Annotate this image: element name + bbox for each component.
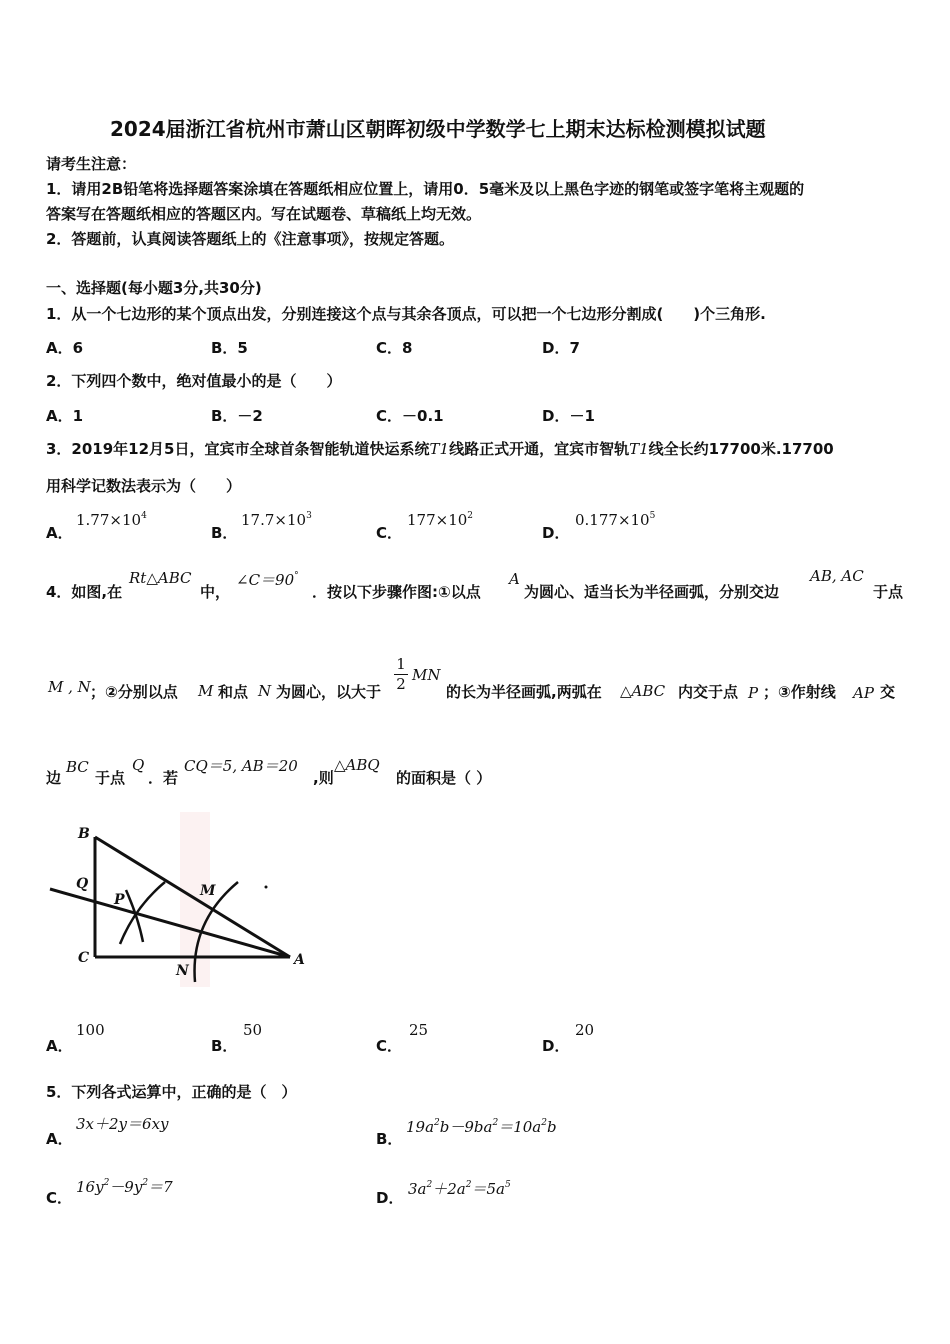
figure-ray-ap: [50, 889, 290, 957]
q3-option-a-label: A．: [46, 524, 73, 542]
q5-option-a-label: A．: [46, 1130, 73, 1148]
figure-label-p: P: [114, 892, 125, 908]
figure-label-m: M: [200, 883, 216, 899]
figure-dot: [265, 886, 268, 889]
q2-option-b: B．－2: [211, 407, 263, 425]
q1-option-a: A．6: [46, 339, 84, 357]
q3-option-c-value: $177\times 10^2$: [407, 511, 474, 529]
notice-line-3: 2．答题前，认真阅读答题纸上的《注意事项》，按规定答题。: [46, 230, 454, 248]
notice-heading: 请考生注意：: [46, 155, 137, 173]
q4-text-16: ,则: [313, 769, 334, 787]
q4-figure: [40, 812, 330, 987]
q4-math-mn: M , N: [48, 678, 91, 696]
q3-t1-b: T1: [629, 440, 649, 458]
q3-text-1: 3．2019年12月5日，宜宾市全球首条智能轨道快运系统: [46, 440, 430, 458]
q4-fraction-numerator: 1: [396, 655, 406, 673]
q4-math-ap: AP: [853, 684, 874, 702]
q4-option-c-value: 25: [409, 1021, 429, 1039]
q2-option-a: A．1: [46, 407, 84, 425]
figure-label-a: A: [294, 952, 305, 968]
q3-option-a-value: $1.77\times 10^4$: [76, 511, 147, 529]
q4-math-q: Q: [132, 756, 145, 774]
q5-option-c-expr: $16y^2-9y^2=7$: [76, 1178, 173, 1196]
notice-line-2: 答案写在答题纸相应的答题区内。写在试题卷、草稿纸上均无效。: [46, 205, 482, 223]
q4-text-12: 交: [880, 683, 896, 701]
q1-option-b: B．5: [211, 339, 248, 357]
q4-option-a-label: A．: [46, 1037, 73, 1055]
q4-option-d-label: D．: [542, 1037, 570, 1055]
q4-text-10: 内交于点: [678, 683, 739, 701]
q5-option-b-expr: $19a^2b-9ba^2=10a^2b$: [406, 1118, 557, 1136]
figure-label-n: N: [176, 963, 189, 979]
q5-option-a-expr: 3x＋2y＝6xy: [76, 1115, 169, 1133]
q4-option-d-value: 20: [575, 1021, 595, 1039]
q4-math-triangle: Rt△ABC: [129, 569, 192, 587]
q4-text-7: 和点: [218, 683, 249, 701]
q4-math-n: N: [258, 682, 272, 700]
q3-text-3: 线全长约17700米.17700: [648, 440, 834, 458]
q4-math-p: P: [748, 684, 759, 702]
q5-option-c-label: C．: [46, 1189, 73, 1207]
q1-option-d: D．7: [542, 339, 580, 357]
q4-math-ab-ac: AB, AC: [810, 567, 864, 585]
q4-text-9: 的长为半径画弧,两弧在: [446, 683, 602, 701]
q4-text-15: ．若: [148, 769, 179, 787]
q3-stem-line-2: 用科学记数法表示为（ ）: [46, 477, 242, 495]
q3-option-d-label: D．: [542, 524, 570, 542]
section-heading: 一、选择题(每小题3分,共30分): [46, 279, 262, 297]
q4-math-abc: △ABC: [620, 682, 666, 700]
q4-math-mn-length: MN: [412, 666, 441, 684]
q4-math-a: A: [509, 570, 520, 588]
q4-text-1: 4．如图,在: [46, 583, 123, 601]
notice-line-1: 1．请用2B铅笔将选择题答案涂填在答题纸相应位置上，请用0．5毫米及以上黑色字迹的钢笔或签字笔将主观题的: [46, 180, 805, 198]
q5-stem: 5．下列各式运算中，正确的是（ ）: [46, 1083, 297, 1101]
q1-option-c: C．8: [376, 339, 413, 357]
q3-option-d-value: $0.177\times 10^5$: [575, 511, 656, 529]
q4-text-14: 于点: [95, 769, 126, 787]
q3-stem-line-1: [46, 438, 834, 459]
q5-option-b-label: B．: [376, 1130, 403, 1148]
q5-option-d-expr: $3a^2+2a^2=5a^5$: [408, 1180, 511, 1198]
q4-text-6: ；②分别以点: [90, 683, 178, 701]
figure-label-c: C: [78, 950, 90, 966]
q4-text-13: 边: [46, 769, 62, 787]
q4-text-2: 中，: [200, 583, 231, 601]
q4-math-angle: ∠C＝90°: [236, 571, 299, 589]
q3-option-b-value: $17.7\times 10^3$: [241, 511, 312, 529]
q4-option-b-value: 50: [243, 1021, 263, 1039]
q4-math-given: CQ＝5, AB＝20: [184, 757, 298, 775]
q4-fraction: [394, 655, 408, 693]
q4-option-c-label: C．: [376, 1037, 403, 1055]
q2-stem: 2．下列四个数中，绝对值最小的是（ ）: [46, 372, 342, 390]
q4-option-b-label: B．: [211, 1037, 238, 1055]
q3-t1-a: T1: [429, 440, 450, 458]
q4-text-8: 为圆心，以大于: [276, 683, 382, 701]
q4-text-4: 为圆心、适当长为半径画弧，分别交边: [524, 583, 780, 601]
q4-fraction-denominator: 2: [394, 674, 408, 693]
q3-text-2: 线路正式开通，宜宾市智轨: [449, 440, 630, 458]
figure-label-b: B: [78, 826, 90, 842]
figure-label-q: Q: [76, 876, 89, 892]
q4-math-bc: BC: [66, 758, 89, 776]
q4-text-3: ．按以下步骤作图:①以点: [312, 583, 481, 601]
q4-text-11: ；③作射线: [763, 683, 836, 701]
q4-text-5: 于点: [873, 583, 904, 601]
q1-stem: 1．从一个七边形的某个顶点出发，分别连接这个点与其余各顶点，可以把一个七边形分割成( )个三角形.: [46, 305, 766, 323]
q2-option-c: C．－0.1: [376, 407, 444, 425]
q3-option-b-label: B．: [211, 524, 238, 542]
q4-option-a-value: 100: [76, 1021, 105, 1039]
q2-option-d: D．－1: [542, 407, 595, 425]
q4-math-abq: △ABQ: [334, 756, 380, 774]
q4-text-17: 的面积是（ ）: [396, 769, 492, 787]
q4-math-m: M: [198, 682, 214, 700]
page-title: 2024届浙江省杭州市萧山区朝晖初级中学数学七上期末达标检测模拟试题: [110, 117, 766, 141]
q5-option-d-label: D．: [376, 1189, 404, 1207]
q3-option-c-label: C．: [376, 524, 403, 542]
